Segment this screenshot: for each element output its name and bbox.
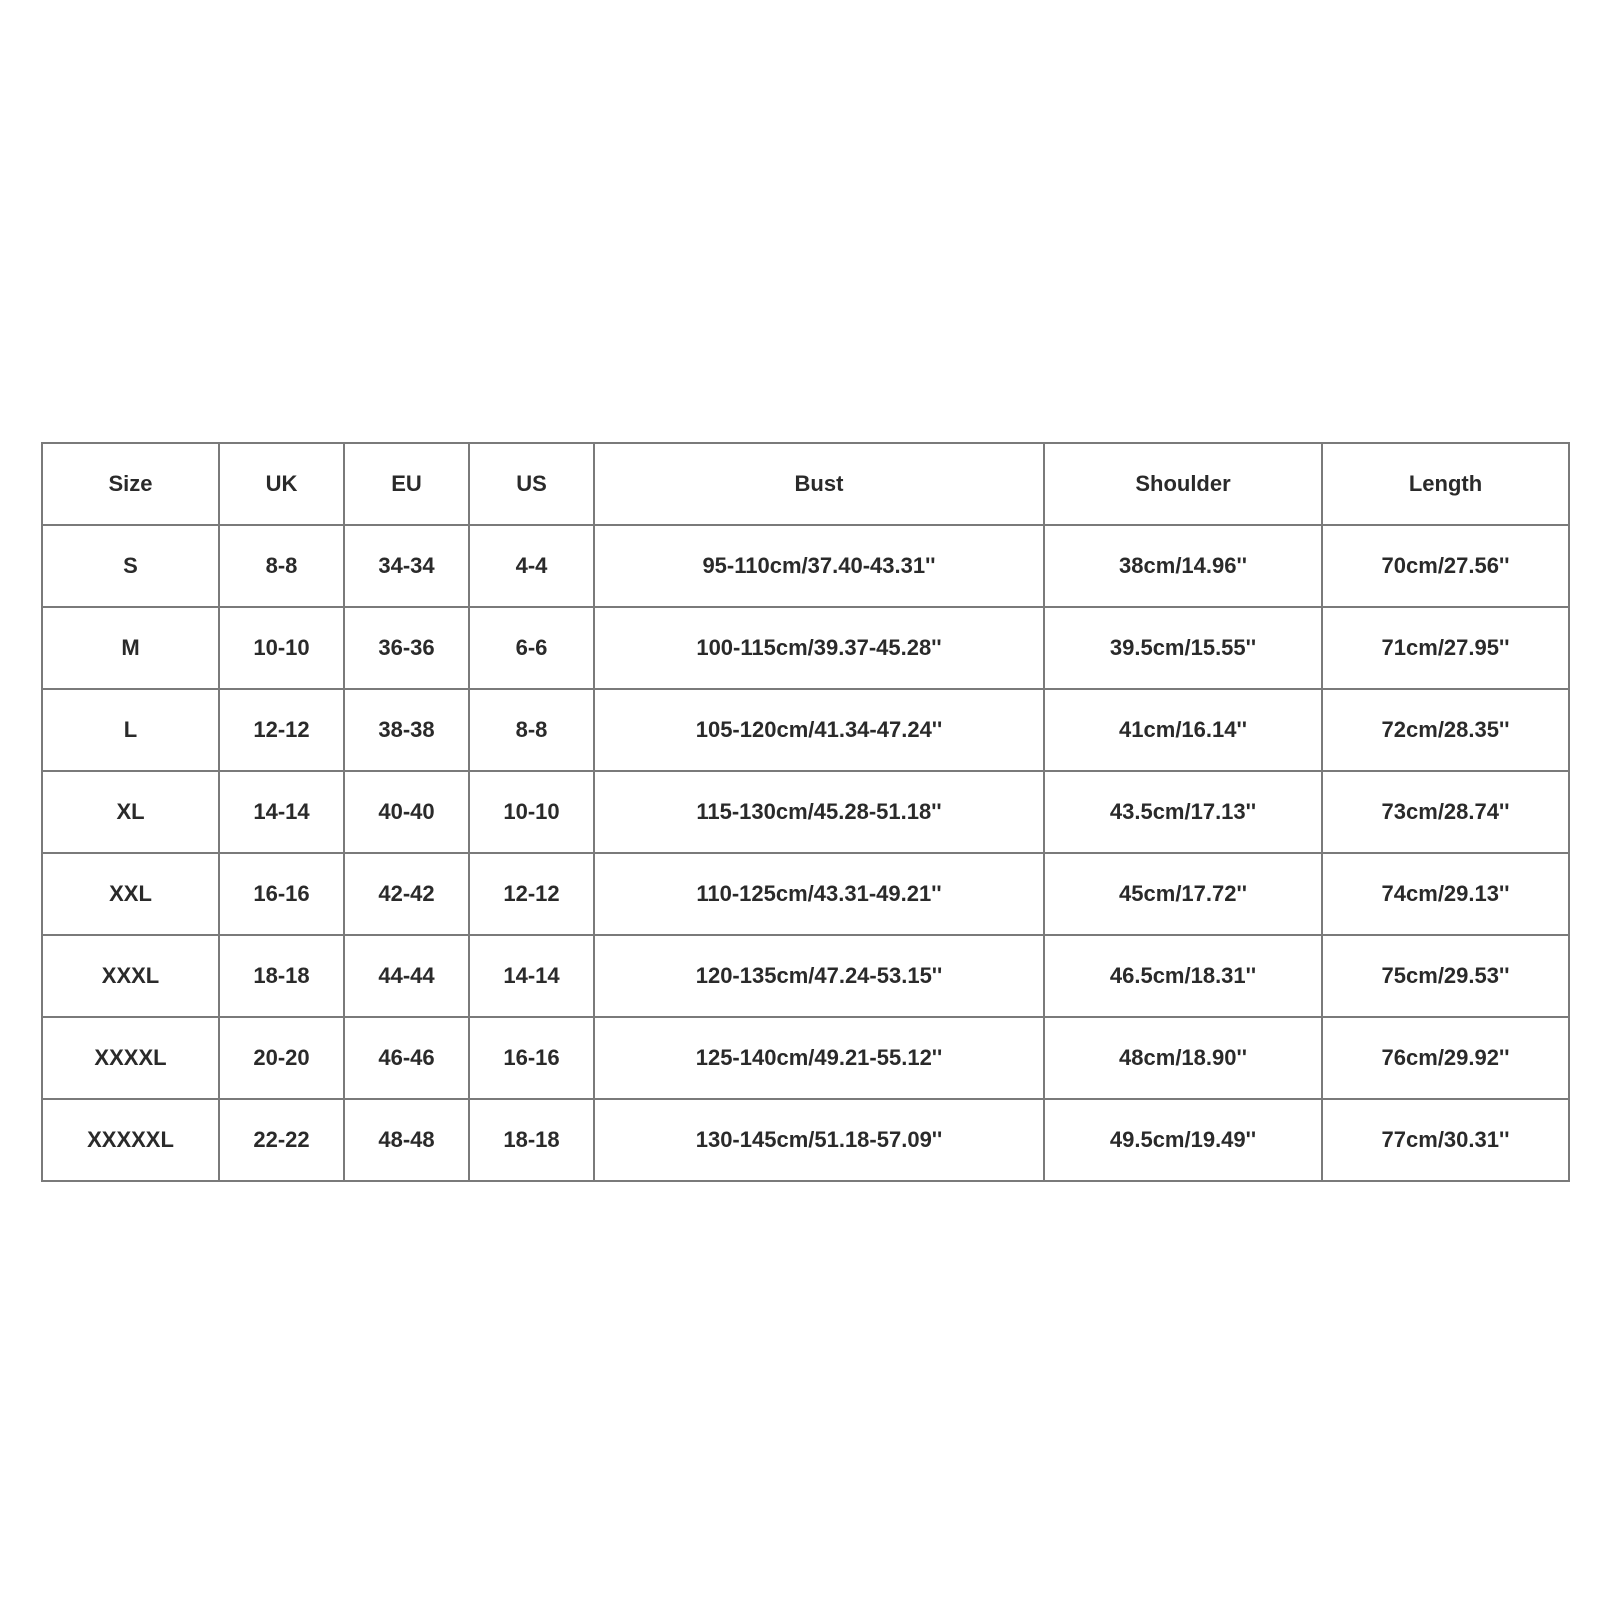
cell-uk: 16-16 (219, 853, 344, 935)
cell-uk: 18-18 (219, 935, 344, 1017)
cell-eu: 48-48 (344, 1099, 469, 1181)
cell-bust: 110-125cm/43.31-49.21'' (594, 853, 1044, 935)
header-uk: UK (219, 443, 344, 525)
header-length: Length (1322, 443, 1569, 525)
cell-shoulder: 41cm/16.14'' (1044, 689, 1322, 771)
cell-shoulder: 49.5cm/19.49'' (1044, 1099, 1322, 1181)
cell-bust: 100-115cm/39.37-45.28'' (594, 607, 1044, 689)
cell-us: 10-10 (469, 771, 594, 853)
cell-length: 76cm/29.92'' (1322, 1017, 1569, 1099)
cell-shoulder: 45cm/17.72'' (1044, 853, 1322, 935)
cell-eu: 40-40 (344, 771, 469, 853)
cell-shoulder: 46.5cm/18.31'' (1044, 935, 1322, 1017)
cell-size: L (42, 689, 219, 771)
header-row (42, 443, 1569, 525)
cell-uk: 12-12 (219, 689, 344, 771)
cell-eu: 34-34 (344, 525, 469, 607)
table-row (42, 853, 1569, 935)
cell-shoulder: 48cm/18.90'' (1044, 1017, 1322, 1099)
cell-size: XL (42, 771, 219, 853)
table-body (42, 525, 1569, 1181)
size-chart-table (41, 442, 1570, 1182)
cell-bust: 95-110cm/37.40-43.31'' (594, 525, 1044, 607)
header-shoulder: Shoulder (1044, 443, 1322, 525)
table-row (42, 607, 1569, 689)
cell-uk: 14-14 (219, 771, 344, 853)
cell-length: 72cm/28.35'' (1322, 689, 1569, 771)
cell-bust: 120-135cm/47.24-53.15'' (594, 935, 1044, 1017)
cell-uk: 22-22 (219, 1099, 344, 1181)
cell-us: 6-6 (469, 607, 594, 689)
cell-eu: 44-44 (344, 935, 469, 1017)
cell-length: 75cm/29.53'' (1322, 935, 1569, 1017)
header-size: Size (42, 443, 219, 525)
table-row (42, 689, 1569, 771)
cell-eu: 42-42 (344, 853, 469, 935)
cell-eu: 46-46 (344, 1017, 469, 1099)
cell-size: S (42, 525, 219, 607)
table-row (42, 1017, 1569, 1099)
cell-us: 14-14 (469, 935, 594, 1017)
cell-length: 71cm/27.95'' (1322, 607, 1569, 689)
cell-us: 16-16 (469, 1017, 594, 1099)
cell-shoulder: 43.5cm/17.13'' (1044, 771, 1322, 853)
cell-length: 77cm/30.31'' (1322, 1099, 1569, 1181)
cell-us: 12-12 (469, 853, 594, 935)
cell-bust: 105-120cm/41.34-47.24'' (594, 689, 1044, 771)
cell-length: 74cm/29.13'' (1322, 853, 1569, 935)
cell-length: 70cm/27.56'' (1322, 525, 1569, 607)
cell-uk: 10-10 (219, 607, 344, 689)
cell-us: 18-18 (469, 1099, 594, 1181)
cell-uk: 20-20 (219, 1017, 344, 1099)
table-header (42, 443, 1569, 525)
table-row (42, 525, 1569, 607)
cell-size: M (42, 607, 219, 689)
table-row (42, 1099, 1569, 1181)
cell-bust: 115-130cm/45.28-51.18'' (594, 771, 1044, 853)
header-us: US (469, 443, 594, 525)
cell-us: 8-8 (469, 689, 594, 771)
cell-size: XXXL (42, 935, 219, 1017)
cell-size: XXXXL (42, 1017, 219, 1099)
cell-shoulder: 39.5cm/15.55'' (1044, 607, 1322, 689)
cell-size: XXXXXL (42, 1099, 219, 1181)
header-eu: EU (344, 443, 469, 525)
cell-shoulder: 38cm/14.96'' (1044, 525, 1322, 607)
cell-bust: 130-145cm/51.18-57.09'' (594, 1099, 1044, 1181)
cell-us: 4-4 (469, 525, 594, 607)
table-row (42, 935, 1569, 1017)
cell-eu: 38-38 (344, 689, 469, 771)
cell-uk: 8-8 (219, 525, 344, 607)
cell-length: 73cm/28.74'' (1322, 771, 1569, 853)
cell-size: XXL (42, 853, 219, 935)
cell-bust: 125-140cm/49.21-55.12'' (594, 1017, 1044, 1099)
header-bust: Bust (594, 443, 1044, 525)
cell-eu: 36-36 (344, 607, 469, 689)
table-row (42, 771, 1569, 853)
